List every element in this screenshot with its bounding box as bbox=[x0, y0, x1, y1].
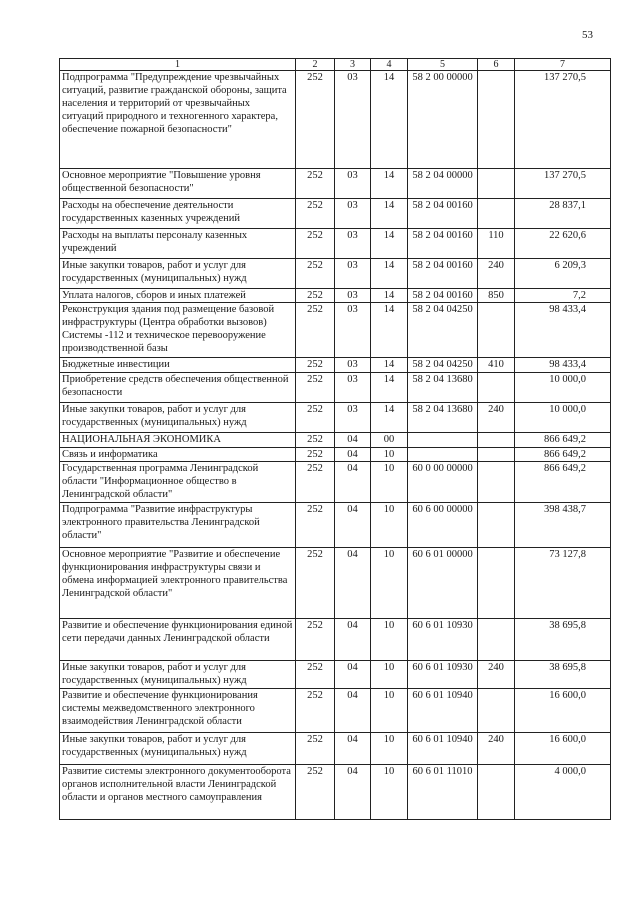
amount-cell: 16 600,0 bbox=[515, 689, 611, 733]
target-article-cell: 60 0 00 00000 bbox=[408, 462, 478, 503]
expense-type-cell bbox=[478, 765, 515, 820]
column-header: 1 bbox=[60, 59, 296, 71]
table-row bbox=[60, 503, 611, 548]
item-name-cell: Расходы на обеспечение деятельности государственных казенных учреждений bbox=[60, 199, 296, 229]
expense-type-cell: 110 bbox=[478, 229, 515, 259]
expense-type-cell: 240 bbox=[478, 259, 515, 289]
amount-cell: 137 270,5 bbox=[515, 169, 611, 199]
expense-type-cell bbox=[478, 433, 515, 448]
item-name-cell: Иные закупки товаров, работ и услуг для государственных (муниципальных) нужд bbox=[60, 403, 296, 433]
target-article-cell: 60 6 01 10930 bbox=[408, 661, 478, 689]
section-code-cell: 03 bbox=[335, 358, 371, 373]
ministry-code-cell: 252 bbox=[296, 765, 335, 820]
target-article-cell: 60 6 01 11010 bbox=[408, 765, 478, 820]
ministry-code-cell: 252 bbox=[296, 661, 335, 689]
subsection-code-cell: 14 bbox=[371, 303, 408, 358]
subsection-code-cell: 10 bbox=[371, 462, 408, 503]
amount-cell: 398 438,7 bbox=[515, 503, 611, 548]
section-code-cell: 04 bbox=[335, 433, 371, 448]
target-article-cell: 58 2 04 00160 bbox=[408, 199, 478, 229]
table-row bbox=[60, 259, 611, 289]
ministry-code-cell: 252 bbox=[296, 448, 335, 462]
table-row bbox=[60, 71, 611, 169]
amount-cell: 10 000,0 bbox=[515, 403, 611, 433]
expense-type-cell bbox=[478, 373, 515, 403]
subsection-code-cell: 14 bbox=[371, 259, 408, 289]
subsection-code-cell: 10 bbox=[371, 765, 408, 820]
table-row bbox=[60, 689, 611, 733]
column-header: 5 bbox=[408, 59, 478, 71]
amount-cell: 866 649,2 bbox=[515, 433, 611, 448]
item-name-cell: НАЦИОНАЛЬНАЯ ЭКОНОМИКА bbox=[60, 433, 296, 448]
ministry-code-cell: 252 bbox=[296, 689, 335, 733]
target-article-cell: 60 6 01 10930 bbox=[408, 619, 478, 661]
amount-cell: 98 433,4 bbox=[515, 303, 611, 358]
ministry-code-cell: 252 bbox=[296, 462, 335, 503]
subsection-code-cell: 10 bbox=[371, 733, 408, 765]
item-name-cell: Приобретение средств обеспечения общественной безопасности bbox=[60, 373, 296, 403]
subsection-code-cell: 14 bbox=[371, 169, 408, 199]
amount-cell: 4 000,0 bbox=[515, 765, 611, 820]
subsection-code-cell: 14 bbox=[371, 373, 408, 403]
subsection-code-cell: 10 bbox=[371, 661, 408, 689]
table-row bbox=[60, 765, 611, 820]
page-number: 53 bbox=[582, 29, 593, 41]
expense-type-cell: 240 bbox=[478, 733, 515, 765]
expense-type-cell bbox=[478, 619, 515, 661]
column-header: 6 bbox=[478, 59, 515, 71]
expense-type-cell bbox=[478, 548, 515, 619]
column-header: 2 bbox=[296, 59, 335, 71]
expense-type-cell: 410 bbox=[478, 358, 515, 373]
item-name-cell: Основное мероприятие "Развитие и обеспечение функционирования инфраструктуры связи и обмена информацией электронного правительства Ленинградской области" bbox=[60, 548, 296, 619]
expense-type-cell bbox=[478, 689, 515, 733]
table-row bbox=[60, 733, 611, 765]
section-code-cell: 03 bbox=[335, 169, 371, 199]
target-article-cell: 58 2 04 04250 bbox=[408, 303, 478, 358]
column-header: 7 bbox=[515, 59, 611, 71]
expense-type-cell bbox=[478, 71, 515, 169]
item-name-cell: Подпрограмма "Предупреждение чрезвычайных ситуаций, развитие гражданской обороны, защита населения и территорий от чрезвычайных ситуаций природного и техногенного характера, обеспечение пожарной безопасности" bbox=[60, 71, 296, 169]
ministry-code-cell: 252 bbox=[296, 259, 335, 289]
section-code-cell: 03 bbox=[335, 403, 371, 433]
target-article-cell bbox=[408, 433, 478, 448]
subsection-code-cell: 00 bbox=[371, 433, 408, 448]
expense-type-cell bbox=[478, 503, 515, 548]
section-code-cell: 03 bbox=[335, 373, 371, 403]
section-code-cell: 04 bbox=[335, 462, 371, 503]
ministry-code-cell: 252 bbox=[296, 199, 335, 229]
subsection-code-cell: 10 bbox=[371, 619, 408, 661]
subsection-code-cell: 14 bbox=[371, 199, 408, 229]
subsection-code-cell: 14 bbox=[371, 229, 408, 259]
expense-type-cell bbox=[478, 303, 515, 358]
section-code-cell: 03 bbox=[335, 229, 371, 259]
table-row bbox=[60, 358, 611, 373]
column-header: 3 bbox=[335, 59, 371, 71]
item-name-cell: Иные закупки товаров, работ и услуг для государственных (муниципальных) нужд bbox=[60, 733, 296, 765]
target-article-cell: 58 2 04 00160 bbox=[408, 259, 478, 289]
table-row bbox=[60, 661, 611, 689]
ministry-code-cell: 252 bbox=[296, 71, 335, 169]
subsection-code-cell: 14 bbox=[371, 358, 408, 373]
amount-cell: 7,2 bbox=[515, 289, 611, 303]
table-row bbox=[60, 403, 611, 433]
expense-type-cell bbox=[478, 462, 515, 503]
target-article-cell: 58 2 00 00000 bbox=[408, 71, 478, 169]
amount-cell: 98 433,4 bbox=[515, 358, 611, 373]
ministry-code-cell: 252 bbox=[296, 403, 335, 433]
item-name-cell: Развитие системы электронного документооборота органов исполнительной власти Ленинградской области и органов местного самоуправления bbox=[60, 765, 296, 820]
table-row bbox=[60, 433, 611, 448]
amount-cell: 866 649,2 bbox=[515, 462, 611, 503]
item-name-cell: Расходы на выплаты персоналу казенных учреждений bbox=[60, 229, 296, 259]
table-row bbox=[60, 619, 611, 661]
amount-cell: 866 649,2 bbox=[515, 448, 611, 462]
amount-cell: 28 837,1 bbox=[515, 199, 611, 229]
table-row bbox=[60, 462, 611, 503]
expense-type-cell bbox=[478, 169, 515, 199]
amount-cell: 38 695,8 bbox=[515, 661, 611, 689]
column-number-row bbox=[60, 59, 611, 71]
section-code-cell: 03 bbox=[335, 199, 371, 229]
item-name-cell: Развитие и обеспечение функционирования единой сети передачи данных Ленинградской области bbox=[60, 619, 296, 661]
subsection-code-cell: 14 bbox=[371, 289, 408, 303]
subsection-code-cell: 10 bbox=[371, 689, 408, 733]
ministry-code-cell: 252 bbox=[296, 733, 335, 765]
ministry-code-cell: 252 bbox=[296, 169, 335, 199]
expense-type-cell bbox=[478, 448, 515, 462]
budget-table bbox=[59, 58, 611, 820]
item-name-cell: Иные закупки товаров, работ и услуг для государственных (муниципальных) нужд bbox=[60, 259, 296, 289]
ministry-code-cell: 252 bbox=[296, 358, 335, 373]
target-article-cell: 58 2 04 00160 bbox=[408, 289, 478, 303]
section-code-cell: 03 bbox=[335, 289, 371, 303]
section-code-cell: 03 bbox=[335, 71, 371, 169]
item-name-cell: Подпрограмма "Развитие инфраструктуры электронного правительства Ленинградской области" bbox=[60, 503, 296, 548]
subsection-code-cell: 14 bbox=[371, 71, 408, 169]
item-name-cell: Основное мероприятие "Повышение уровня общественной безопасности" bbox=[60, 169, 296, 199]
ministry-code-cell: 252 bbox=[296, 619, 335, 661]
item-name-cell: Связь и информатика bbox=[60, 448, 296, 462]
section-code-cell: 04 bbox=[335, 619, 371, 661]
amount-cell: 73 127,8 bbox=[515, 548, 611, 619]
expense-type-cell: 850 bbox=[478, 289, 515, 303]
column-header: 4 bbox=[371, 59, 408, 71]
section-code-cell: 04 bbox=[335, 765, 371, 820]
table-row bbox=[60, 169, 611, 199]
ministry-code-cell: 252 bbox=[296, 373, 335, 403]
amount-cell: 16 600,0 bbox=[515, 733, 611, 765]
subsection-code-cell: 10 bbox=[371, 448, 408, 462]
table-row bbox=[60, 548, 611, 619]
target-article-cell bbox=[408, 448, 478, 462]
target-article-cell: 60 6 01 00000 bbox=[408, 548, 478, 619]
target-article-cell: 58 2 04 04250 bbox=[408, 358, 478, 373]
target-article-cell: 58 2 04 00000 bbox=[408, 169, 478, 199]
amount-cell: 10 000,0 bbox=[515, 373, 611, 403]
target-article-cell: 60 6 01 10940 bbox=[408, 733, 478, 765]
item-name-cell: Бюджетные инвестиции bbox=[60, 358, 296, 373]
subsection-code-cell: 10 bbox=[371, 548, 408, 619]
target-article-cell: 58 2 04 13680 bbox=[408, 403, 478, 433]
expense-type-cell bbox=[478, 199, 515, 229]
target-article-cell: 60 6 01 10940 bbox=[408, 689, 478, 733]
amount-cell: 137 270,5 bbox=[515, 71, 611, 169]
amount-cell: 6 209,3 bbox=[515, 259, 611, 289]
table-row bbox=[60, 448, 611, 462]
item-name-cell: Уплата налогов, сборов и иных платежей bbox=[60, 289, 296, 303]
ministry-code-cell: 252 bbox=[296, 229, 335, 259]
table-row bbox=[60, 229, 611, 259]
ministry-code-cell: 252 bbox=[296, 303, 335, 358]
item-name-cell: Государственная программа Ленинградской области "Информационное общество в Ленинградской области" bbox=[60, 462, 296, 503]
item-name-cell: Реконструкция здания под размещение базовой инфраструктуры (Центра обработки вызовов) Системы -112 и техническое перевооружение производственной базы bbox=[60, 303, 296, 358]
section-code-cell: 03 bbox=[335, 259, 371, 289]
target-article-cell: 58 2 04 00160 bbox=[408, 229, 478, 259]
subsection-code-cell: 10 bbox=[371, 503, 408, 548]
section-code-cell: 04 bbox=[335, 503, 371, 548]
ministry-code-cell: 252 bbox=[296, 289, 335, 303]
ministry-code-cell: 252 bbox=[296, 548, 335, 619]
item-name-cell: Иные закупки товаров, работ и услуг для государственных (муниципальных) нужд bbox=[60, 661, 296, 689]
section-code-cell: 04 bbox=[335, 733, 371, 765]
section-code-cell: 04 bbox=[335, 689, 371, 733]
ministry-code-cell: 252 bbox=[296, 433, 335, 448]
section-code-cell: 04 bbox=[335, 661, 371, 689]
expense-type-cell: 240 bbox=[478, 661, 515, 689]
item-name-cell: Развитие и обеспечение функционирования системы межведомственного электронного взаимодействия Ленинградской области bbox=[60, 689, 296, 733]
expense-type-cell: 240 bbox=[478, 403, 515, 433]
table-row bbox=[60, 199, 611, 229]
target-article-cell: 58 2 04 13680 bbox=[408, 373, 478, 403]
section-code-cell: 04 bbox=[335, 548, 371, 619]
target-article-cell: 60 6 00 00000 bbox=[408, 503, 478, 548]
table-row bbox=[60, 289, 611, 303]
amount-cell: 38 695,8 bbox=[515, 619, 611, 661]
subsection-code-cell: 14 bbox=[371, 403, 408, 433]
ministry-code-cell: 252 bbox=[296, 503, 335, 548]
section-code-cell: 04 bbox=[335, 448, 371, 462]
table-row bbox=[60, 373, 611, 403]
section-code-cell: 03 bbox=[335, 303, 371, 358]
amount-cell: 22 620,6 bbox=[515, 229, 611, 259]
table-row bbox=[60, 303, 611, 358]
